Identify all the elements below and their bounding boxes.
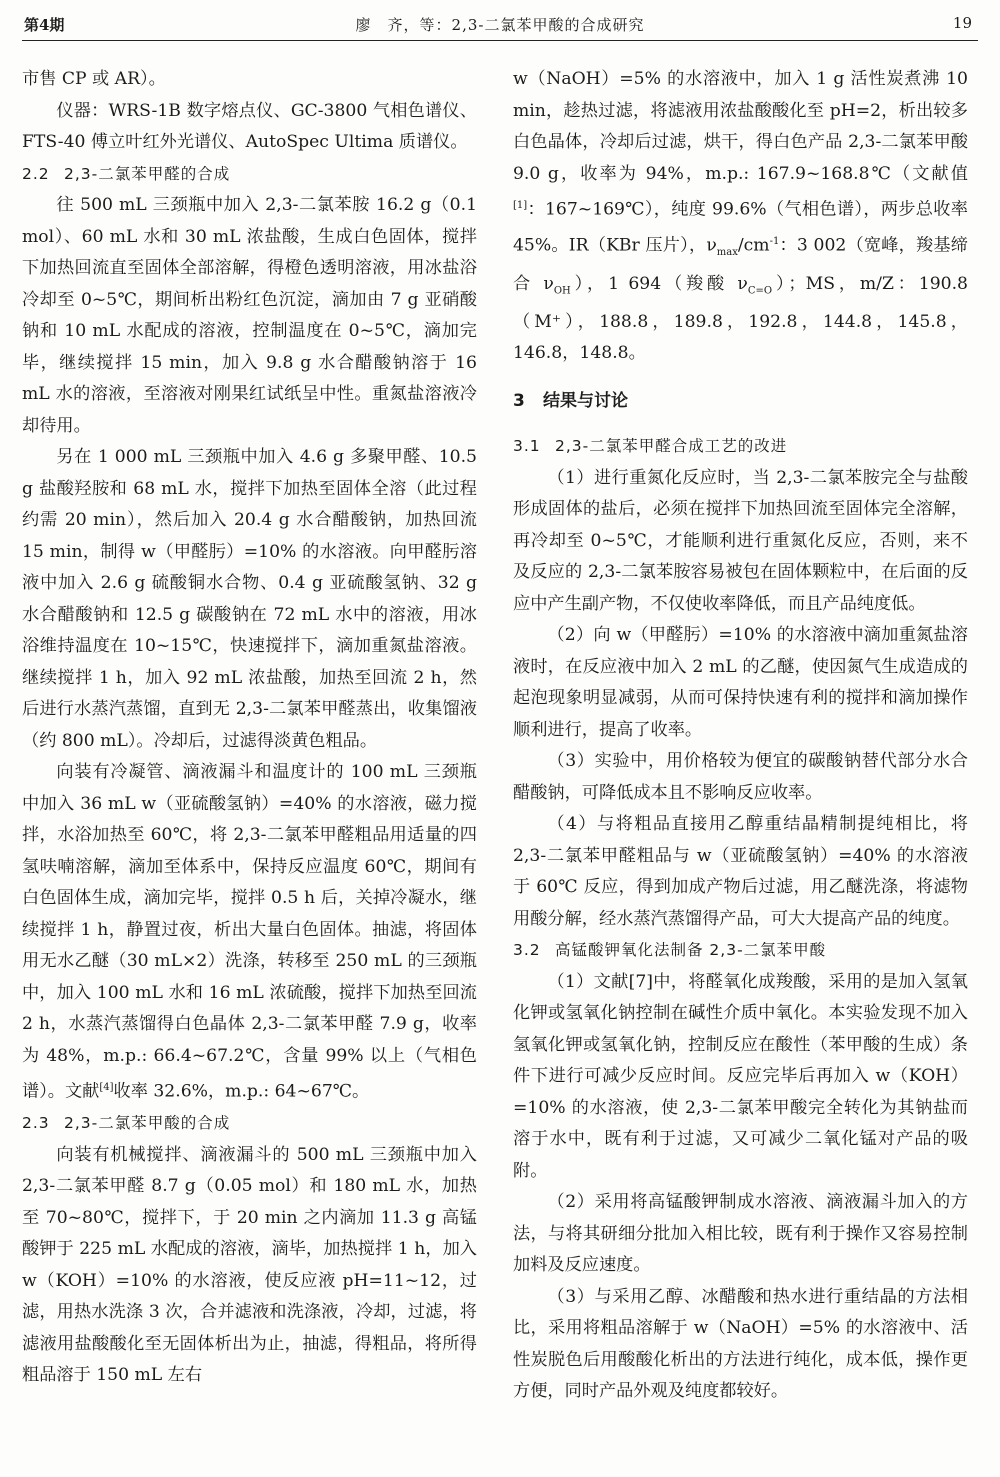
paragraph: （2）采用将高锰酸钾制成水溶液、滴液漏斗加入的方法，与将其研细分批加入相比较，既有利于操作又容易控制加料及反应速度。 — [513, 1192, 968, 1276]
paragraph: （4）与将粗品直接用乙醇重结晶精制提纯相比，将 2,3-二氯苯甲醛粗品与 w（亚硫酸氢钠）=40% 的水溶液于 60℃ 反应，得到加成产物后过滤，用乙醚洗涤，将滤物用酸分解，经水蒸汽蒸馏得产品，可大大提高产品的纯度。 — [513, 814, 968, 929]
left-column — [22, 64, 477, 1392]
subscript: C=O — [747, 285, 773, 297]
paragraph: （3）与采用乙醇、冰醋酸和热水进行重结晶的方法相比，采用将粗品溶解于 w（NaOH）=5% 的水溶液中、活性炭脱色后用酸酸化析出的方法进行纯化，成本低，操作更方便，同时产品外观及纯度都较好。 — [513, 1286, 968, 1402]
paragraph: （2）向 w（甲醛肟）=10% 的水溶液中滴加重氮盐溶液时，在反应液中加入 2 mL 的乙醚，使因氮气生成造成的起泡现象明显减弱，从而可保持快速有利的搅拌和滴加操作顺利进行，提高了收率。 — [513, 625, 968, 740]
section-number: 3.2 — [513, 941, 541, 960]
paragraph — [22, 757, 477, 1108]
paragraph: 向装有机械搅拌、滴液漏斗的 500 mL 三颈瓶中加入 2,3-二氯苯甲醛 8.7 g（0.05 mol）和 180 mL 水，加热至 70~80℃，搅拌下，于 20 min 之内滴加 11.3 g 高锰酸钾于 225 mL 水配成的溶液，滴毕，加热搅拌 1 h，加入 w（KOH）=10% 的水溶液，使反应液 pH=11~12，过滤，用热水洗涤 3 次，合并滤液和洗涤液，冷却，过滤，将滤液用盐酸酸化至无固体析出为止，抽滤，得粗品，将所得粗品溶于 150 mL 左右 — [22, 1144, 477, 1386]
section-number: 2.2 — [22, 164, 50, 183]
section-number: 3.1 — [513, 437, 541, 456]
section-title: 结果与讨论 — [543, 390, 628, 411]
paragraph-text: /cm — [737, 235, 770, 256]
section-title: 2,3-二氯苯甲醛合成工艺的改进 — [555, 437, 788, 456]
superscript: -1 — [769, 236, 780, 248]
section-heading-2-3 — [22, 1108, 477, 1140]
paragraph: （1）文献[7]中，将醛氧化成羧酸，采用的是加入氢氧化钾或氢氧化钠控制在碱性介质中氧化。本实验发现不加入氢氧化钾或氢氧化钠，控制反应在酸性（苯甲酸的生成）条件下进行可减少反应时间。反应完毕后再加入 w（KOH）=10% 的水溶液，使 2,3-二氯苯甲酸完全转化为其钠盐而溶于水中，既有利于过滤，又可减少二氧化锰对产品的吸附。 — [513, 971, 968, 1181]
running-header — [22, 6, 978, 41]
paragraph: 另在 1 000 mL 三颈瓶中加入 4.6 g 多聚甲醛、10.5 g 盐酸羟胺和 68 mL 水，搅拌下加热至固体全溶（此过程约需 20 min），然后加入 20.4 g 水合醋酸钠，加热回流 15 min，制得 w（甲醛肟）=10% 的水溶液。向甲醛肟溶液中加入 2.6 g 硫酸铜水合物、0.4 g 亚硫酸氢钠、32 g 水合醋酸钠和 12.5 g 碳酸钠在 72 mL 水中的溶液，用冰浴维持温度在 10~15℃，快速搅拌下，滴加重氮盐溶液。继续搅拌 1 h，加入 92 mL 浓盐酸，加热至回流 2 h，然后进行水蒸汽蒸馏，直到无 2,3-二氯苯甲醛蒸出，收集馏液（约 800 mL）。冷却后，过滤得淡黄色粗品。 — [22, 447, 477, 751]
paragraph: （1）进行重氮化反应时，当 2,3-二氯苯胺完全与盐酸形成固体的盐后，必须在搅拌下加热回流至固体完全溶解，再冷却至 0~5℃，才能顺利进行重氮化反应，否则，来不及反应的 2,3-二氯苯胺容易被包在固体颗粒中，在后面的反应中产生副产物，不仅使收率降低，而且产品纯度低。 — [513, 467, 968, 614]
paragraph: 往 500 mL 三颈瓶中加入 2,3-二氯苯胺 16.2 g（0.1 mol）、60 mL 水和 30 mL 浓盐酸，生成白色固体，搅拌下加热回流直至固体全部溶解，得橙色透明溶液，用冰盐浴冷却至 0~5℃，期间析出粉红色沉淀，滴加由 7 g 亚硝酸钠和 10 mL 水配成的溶液，控制温度在 0~5℃，滴加完毕，继续搅拌 15 min，加入 9.8 g 水合醋酸钠溶于 16 mL 水的溶液，至溶液对刚果红试纸呈中性。重氮盐溶液冷却待用。 — [22, 195, 477, 436]
subscript: max — [716, 247, 738, 259]
paragraph-text: ）；MS，m/Z：190.8（M⁺），188.8，189.8，192.8，144.8，145.8，146.8，148.8。 — [513, 273, 968, 364]
paragraph: （3）实验中，用价格较为便宜的碳酸钠替代部分水合醋酸钠，可降低成本且不影响反应收率。 — [513, 751, 968, 803]
section-heading-3-1 — [513, 431, 968, 463]
section-heading-3 — [513, 386, 968, 418]
subscript: OH — [553, 285, 571, 297]
section-number: 2.3 — [22, 1114, 50, 1133]
page-number: 19 — [952, 14, 972, 32]
paragraph-text: ：3 002（宽峰，羧基缔合 ν — [513, 235, 968, 294]
section-title: 2,3-二氯苯甲酸的合成 — [64, 1114, 231, 1133]
paragraph-text: ：167~169℃），纯度 99.6%（气相色谱），两步总收率 45%。IR（KBr 压片），ν — [513, 199, 968, 256]
paragraph-text: 向装有冷凝管、滴液漏斗和温度计的 100 mL 三颈瓶中加入 36 mL w（亚硫酸氢钠）=40% 的水溶液，磁力搅拌，水浴加热至 60℃，将 2,3-二氯苯甲醛粗品用适量的四氢呋喃溶解，滴加至体系中，保持反应温度 60℃，期间有白色固体生成，滴加完毕，搅拌 0.5 h 后，关掉冷凝水，继续搅拌 1 h，静置过夜，析出大量白色固体。抽滤，将固体用无水乙醚（30 mL×2）洗涤，转移至 250 mL 的三颈瓶中，加入 100 mL 水和 16 mL 浓硫酸，搅拌下加热至回流 2 h，水蒸汽蒸馏得白色晶体 2,3-二氯苯甲醛 7.9 g，收率为 48%，m.p.: 66.4~67.2℃，含量 99% 以上（气相色谱）。文献 — [22, 762, 477, 1102]
paragraph-text: 收率 32.6%，m.p.: 64~67℃。 — [113, 1081, 370, 1102]
paragraph — [513, 64, 968, 370]
right-column — [513, 64, 968, 1408]
paragraph-instruments: 仪器：WRS-1B 数字熔点仪、GC-3800 气相色谱仪、FTS-40 傅立叶红外光谱仪、AutoSpec Ultima 质谱仪。 — [22, 100, 477, 152]
section-number: 3 — [513, 390, 525, 411]
paragraph-text: w（NaOH）=5% 的水溶液中，加入 1 g 活性炭煮沸 10 min，趁热过滤，将滤液用浓盐酸酸化至 pH=2，析出较多白色晶体，冷却后过滤，烘干，得白色产品 2,3-二氯苯甲酸 9.0 g，收率为 94%，m.p.: 167.9~168.8℃（文献值 — [513, 69, 968, 184]
section-title: 2,3-二氯苯甲醛的合成 — [64, 164, 231, 183]
running-title: 廖 齐，等：2,3-二氯苯甲酸的合成研究 — [355, 16, 645, 34]
section-heading-2-2 — [22, 159, 477, 191]
paragraph: 市售 CP 或 AR）。 — [22, 69, 166, 89]
citation-ref: [4] — [99, 1082, 114, 1093]
issue-number: 第4期 — [24, 16, 65, 34]
section-heading-3-2 — [513, 935, 968, 967]
citation-ref: [1] — [513, 200, 528, 211]
paragraph-text: ），1 694（羧酸 ν — [570, 273, 748, 294]
section-title: 高锰酸钾氧化法制备 2,3-二氯苯甲酸 — [555, 941, 827, 960]
